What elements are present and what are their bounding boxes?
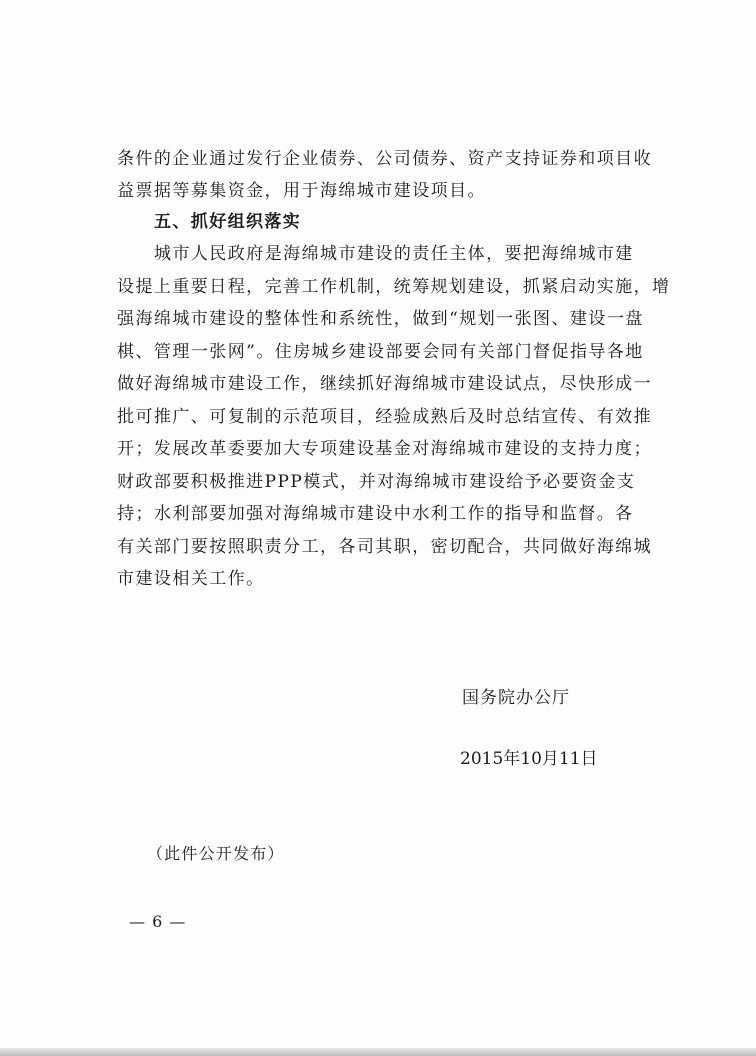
- issuer-signature: 国务院办公厅: [462, 688, 570, 708]
- issue-date: 2015年10月11日: [460, 749, 598, 769]
- paragraph-line: 做好海绵城市建设工作，继续抓好海绵城市建设试点，尽快形成一: [117, 374, 653, 394]
- text-line: 益票据等募集资金，用于海绵城市建设项目。: [117, 181, 486, 201]
- paragraph-line: 批可推广、可复制的示范项目，经验成熟后及时总结宣传、有效推: [117, 407, 653, 427]
- paragraph-line: 棋、管理一张网”。住房城乡建设部要会同有关部门督促指导各地: [117, 342, 644, 362]
- scan-bottom-edge: [0, 1048, 756, 1056]
- text-line: 条件的企业通过发行企业债券、公司债券、资产支持证券和项目收: [117, 149, 653, 169]
- section-heading: 五、抓好组织落实: [154, 212, 302, 232]
- paragraph-line: 财政部要积极推进PPP模式，并对海绵城市建设给予必要资金支: [117, 472, 636, 492]
- paragraph-line: 市建设相关工作。: [117, 569, 265, 589]
- paragraph-line: 持；水利部要加强对海绵城市建设中水利工作的指导和监督。各: [117, 504, 634, 524]
- paragraph-line: 设提上重要日程，完善工作机制，统筹规划建设，抓紧启动实施，增: [117, 277, 671, 297]
- paragraph-line: 有关部门要按照职责分工，各司其职，密切配合，共同做好海绵城: [117, 537, 653, 557]
- paragraph-line: 城市人民政府是海绵城市建设的责任主体，要把海绵城市建: [154, 244, 634, 264]
- paragraph-line: 开；发展改革委要加大专项建设基金对海绵城市建设的支持力度；: [117, 439, 653, 459]
- page-number: — 6 —: [129, 912, 187, 931]
- release-note: （此件公开发布）: [147, 844, 285, 863]
- paragraph-line: 强海绵城市建设的整体性和系统性，做到“规划一张图、建设一盘: [117, 309, 644, 329]
